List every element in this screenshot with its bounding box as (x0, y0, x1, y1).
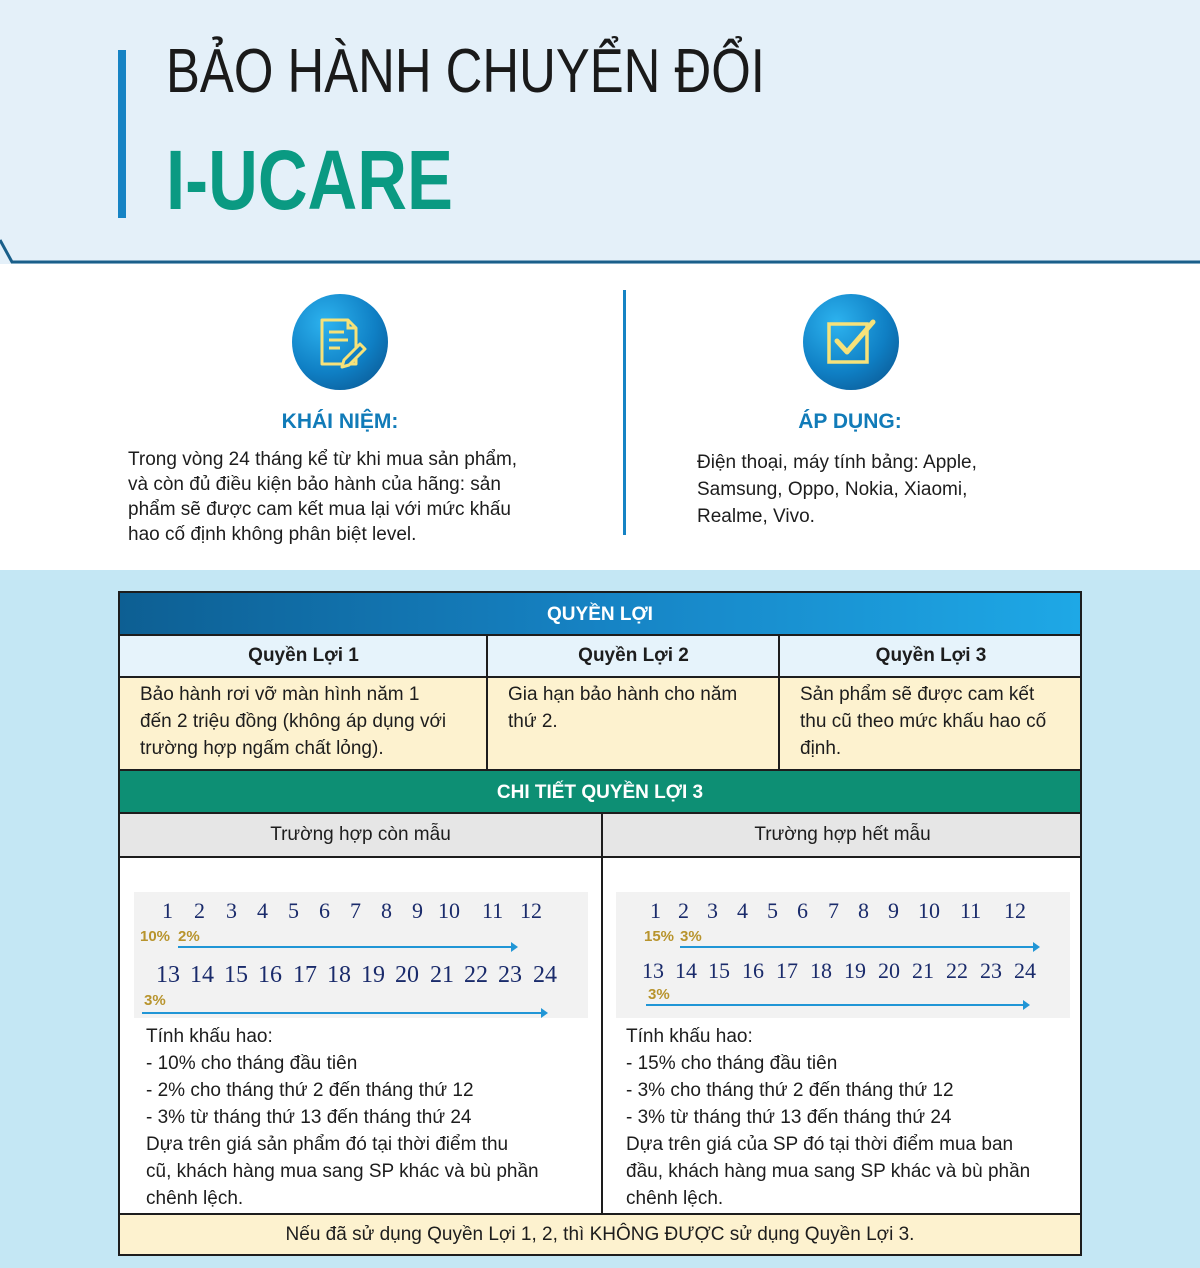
document-pen-icon (292, 294, 388, 390)
timeline-month: 8 (381, 898, 392, 923)
benefit-title-2: Quyền Lợi 2 (578, 645, 689, 666)
timeline-month: 1 (650, 898, 661, 923)
timeline-month: 15 (224, 962, 248, 988)
timeline-in-stock (134, 892, 588, 1018)
benefit-line: Sản phẩm sẽ được cam kết (800, 684, 1035, 705)
timeline-month: 17 (776, 958, 798, 983)
timeline-month: 2 (678, 898, 689, 923)
timeline-month: 24 (533, 962, 557, 988)
apply-line: Realme, Vivo. (697, 506, 815, 527)
timeline-month: 11 (960, 898, 982, 923)
detail-header: CHI TIẾT QUYỀN LỢI 3 (120, 771, 1080, 814)
timeline-month: 20 (878, 958, 900, 983)
timeline-month: 3 (707, 898, 718, 923)
concept-text (128, 447, 556, 547)
title-accent-bar (118, 50, 126, 218)
header-banner (0, 0, 1200, 264)
timeline-arrow (646, 1004, 1028, 1006)
case-titles-row (120, 814, 1080, 858)
timeline-month: 5 (288, 898, 299, 923)
timeline-month: 4 (737, 898, 748, 923)
timeline-month: 2 (194, 898, 205, 923)
timeline-month: 6 (319, 898, 330, 923)
month-2-12-rate: 3% (680, 928, 702, 945)
concept-line: hao cố định không phân biệt level. (128, 524, 417, 545)
apply-heading: ÁP DỤNG: (798, 410, 902, 433)
timeline-month: 18 (810, 958, 832, 983)
timeline-month: 1 (162, 898, 173, 923)
benefit-line: trường hợp ngấm chất lỏng). (140, 738, 384, 759)
timeline-month: 12 (520, 898, 542, 923)
timeline-month: 11 (482, 898, 504, 923)
month-2-12-rate: 2% (178, 928, 200, 945)
timeline-month: 22 (464, 962, 488, 988)
timeline-month: 4 (257, 898, 268, 923)
case-line: - 2% cho tháng thứ 2 đến tháng thứ 12 (146, 1080, 474, 1101)
concept-line: Trong vòng 24 tháng kể từ khi mua sản phẩm, (128, 449, 518, 470)
timeline-month: 16 (742, 958, 764, 983)
first-month-rate: 10% (140, 928, 171, 945)
case-line: - 3% từ tháng thứ 13 đến tháng thứ 24 (626, 1107, 952, 1128)
timeline-arrow (680, 946, 1038, 948)
benefit-desc-3 (780, 678, 1082, 769)
timeline-month: 12 (1004, 898, 1026, 923)
timeline-month: 6 (797, 898, 808, 923)
benefit-line: định. (800, 738, 842, 759)
case-title-out-of-stock: Trường hợp hết mẫu (754, 824, 931, 845)
case-line: đầu, khách hàng mua sang SP khác và bù phần (626, 1161, 1031, 1182)
case-line: cũ, khách hàng mua sang SP khác và bù phần (146, 1161, 539, 1182)
info-divider (623, 290, 626, 535)
benefit-desc-1 (120, 678, 486, 769)
timeline-month: 10 (438, 898, 460, 923)
timeline-month: 23 (498, 962, 522, 988)
timeline-month: 14 (675, 958, 697, 983)
month-13-24-rate: 3% (144, 992, 166, 1009)
concept-line: và còn đủ điều kiện bảo hành của hãng: sản (128, 474, 501, 495)
timeline-month: 13 (642, 958, 664, 983)
timeline-month: 20 (395, 962, 419, 988)
timeline-month: 21 (912, 958, 934, 983)
page-subtitle: I-UCARE (166, 133, 453, 227)
timeline-month: 13 (156, 962, 180, 988)
timeline-month: 21 (430, 962, 454, 988)
benefits-header: QUYỀN LỢI (120, 593, 1080, 636)
column-divider (601, 858, 603, 1213)
page-title: BẢO HÀNH CHUYỂN ĐỔI (166, 37, 765, 106)
timeline-month: 8 (858, 898, 869, 923)
timeline-month: 14 (190, 962, 214, 988)
case-desc-out-of-stock (626, 1023, 1076, 1212)
timeline-month: 15 (708, 958, 730, 983)
benefit-desc-2 (488, 678, 778, 769)
timeline-month: 23 (980, 958, 1002, 983)
timeline-month: 7 (350, 898, 361, 923)
benefit-line: thứ 2. (508, 711, 558, 732)
timeline-month: 24 (1014, 958, 1036, 983)
checkbox-icon (803, 294, 899, 390)
benefit-descriptions-row (120, 678, 1080, 771)
timeline-month: 22 (946, 958, 968, 983)
timeline-arrow (178, 946, 516, 948)
case-line: Tính khấu hao: (626, 1026, 753, 1047)
case-line: Dựa trên giá sản phẩm đó tại thời điểm thu (146, 1134, 509, 1155)
benefit-title-3: Quyền Lợi 3 (875, 645, 987, 666)
benefit-titles-row (120, 636, 1080, 678)
timeline-month: 16 (258, 962, 282, 988)
footer-note: Nếu đã sử dụng Quyền Lợi 1, 2, thì KHÔNG ĐƯỢC sử dụng Quyền Lợi 3. (120, 1213, 1080, 1254)
concept-heading: KHÁI NIỆM: (281, 410, 399, 433)
timeline-month: 3 (226, 898, 237, 923)
timeline-out-of-stock (616, 892, 1070, 1018)
benefit-line: Bảo hành rơi vỡ màn hình năm 1 (140, 684, 420, 705)
apply-line: Samsung, Oppo, Nokia, Xiaomi, (697, 479, 968, 500)
benefit-line: đến 2 triệu đồng (không áp dụng với (140, 711, 447, 732)
benefit-line: Gia hạn bảo hành cho năm (508, 684, 738, 705)
timeline-month: 19 (844, 958, 866, 983)
case-line: Tính khấu hao: (146, 1026, 273, 1047)
case-line: Dựa trên giá của SP đó tại thời điểm mua ban (626, 1134, 1014, 1155)
timeline-month: 19 (361, 962, 385, 988)
timeline-month: 10 (918, 898, 940, 923)
case-line: chênh lệch. (146, 1188, 244, 1209)
timeline-month: 7 (828, 898, 839, 923)
apply-line: Điện thoại, máy tính bảng: Apple, (697, 452, 977, 473)
case-line: - 3% cho tháng thứ 2 đến tháng thứ 12 (626, 1080, 954, 1101)
case-details-row (120, 858, 1080, 1213)
case-line: chênh lệch. (626, 1188, 724, 1209)
timeline-month: 9 (888, 898, 899, 923)
benefit-title-1: Quyền Lợi 1 (248, 645, 359, 666)
first-month-rate: 15% (644, 928, 675, 945)
timeline-month: 18 (327, 962, 351, 988)
case-line: - 15% cho tháng đầu tiên (626, 1053, 838, 1074)
benefit-line: thu cũ theo mức khấu hao cố (800, 711, 1047, 732)
timeline-month: 5 (767, 898, 778, 923)
timeline-month: 9 (412, 898, 423, 923)
month-13-24-rate: 3% (648, 986, 670, 1003)
apply-text (697, 449, 1077, 530)
concept-line: phẩm sẽ được cam kết mua lại với mức khấu (128, 499, 511, 520)
case-line: - 3% từ tháng thứ 13 đến tháng thứ 24 (146, 1107, 472, 1128)
benefits-table (118, 591, 1082, 1256)
case-line: - 10% cho tháng đầu tiên (146, 1053, 358, 1074)
timeline-month: 17 (293, 962, 317, 988)
case-title-in-stock: Trường hợp còn mẫu (270, 824, 451, 845)
case-desc-in-stock (146, 1023, 594, 1212)
timeline-arrow (142, 1012, 546, 1014)
